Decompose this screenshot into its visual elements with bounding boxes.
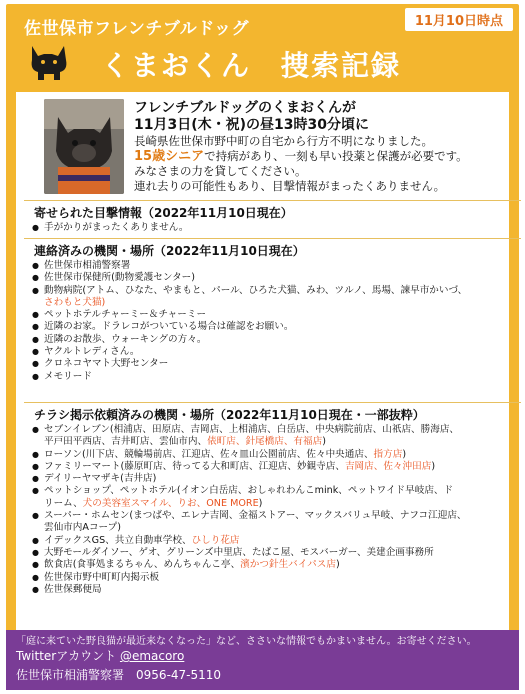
french-bulldog-icon: [26, 42, 74, 82]
list-item: ● 手がかりがまったくありません。: [30, 222, 188, 234]
list-item: ● 近隣のお家。ドラレコがついている場合は確認をお願い。: [30, 321, 467, 333]
divider: [24, 200, 521, 201]
date-badge: 11月10日時点: [405, 8, 513, 31]
intro-line-3: 長崎県佐世保市野中町の自宅から行方不明になりました。: [134, 134, 433, 148]
list-item: [30, 424, 467, 449]
list-item: ● 佐世保市相浦警察署: [30, 260, 467, 272]
clinic-list-highlight: さわもと犬猫): [44, 296, 106, 308]
list-item: ● 佐世保郵便局: [30, 584, 467, 596]
item-text: スーパー・ホムセン(まつばや、エレナ吉岡、金福ストアー、マックスバリュ早岐、ナフコ江迎店、: [44, 510, 467, 522]
item-highlight: 濱かつ針生バイパス店: [240, 559, 336, 571]
police-row: [16, 666, 221, 683]
item-text: ): [258, 497, 263, 509]
list-item: [30, 535, 467, 547]
contacted-heading: 連絡済みの機関・場所（2022年11月10日現在）: [34, 244, 305, 258]
police-phone[interactable]: 0956-47-5110: [136, 668, 222, 682]
clinic-list: 動物病院(アトム、ひなた、やまもと、パール、ひろた犬猫、みわ、ツルノ、馬場、諫早市かいづ、: [44, 284, 468, 296]
intro-line-4-rest: で持病があり、一刻も早い投薬と保護が必要です。: [204, 149, 468, 163]
item-text: ): [402, 448, 407, 460]
police-label: 佐世保市相浦警察署: [16, 668, 125, 682]
list-item: ● デイリーヤマザキ(吉井店): [30, 473, 467, 485]
list-item: [30, 285, 467, 310]
divider: [24, 402, 521, 403]
item-text: 雲仙市内Aコープ): [44, 522, 121, 534]
dog-photo: [44, 99, 124, 194]
age-highlight: 15歳シニア: [134, 149, 205, 164]
list-item: ● 佐世保市保健所(動物愛護センター): [30, 272, 467, 284]
list-item: [30, 559, 467, 571]
item-highlight: 俵町店、針尾橋店、有福店: [207, 436, 323, 448]
item-text: 平戸田平西店、吉井町店、雲仙市内、: [44, 436, 208, 448]
content-card: [16, 92, 509, 630]
flyers-list: [30, 424, 467, 596]
item-text: ): [431, 460, 436, 472]
item-highlight: 吉岡店、佐々沖田店: [344, 460, 432, 472]
intro-line-6: 連れ去りの可能性もあり、目撃情報がまったくありません。: [134, 179, 446, 193]
item-text: ): [322, 436, 326, 448]
city-label: 佐世保市フレンチブルドッグ: [24, 19, 250, 39]
intro-text: [134, 100, 468, 194]
list-item: [30, 449, 467, 461]
item-highlight: 犬の美容室スマイル、りお、ONE MORE: [82, 497, 259, 509]
list-item: [30, 485, 467, 510]
item-text: 飲食店(食事処まるちゃん、めんちゃんこ亭、: [44, 559, 241, 571]
list-item: ● 大野モールダイソー、ゲオ、グリーンズ中里店、たばこ屋、モスバーガー、美建企画事務所: [30, 547, 467, 559]
item-highlight: 指方店: [373, 448, 403, 460]
item-text: ローソン(川下店、競輪場前店、江迎店、佐々皿山公園前店、佐々中央通店、: [44, 448, 374, 460]
intro-line-5: みなさまの力を貸してください。: [134, 164, 307, 178]
list-item: ● クロネコヤマト大野センター: [30, 358, 467, 370]
item-text: リーム、: [44, 497, 83, 509]
flyers-heading: チラシ掲示依頼済みの機関・場所（2022年11月10日現在・一部抜粋）: [34, 408, 425, 422]
item-text: セブンイレブン(相浦店、田原店、吉岡店、上相浦店、白岳店、中央病院前店、山祇店、勝海店、: [44, 424, 460, 435]
header: [6, 4, 519, 90]
list-item: [30, 461, 467, 473]
divider: [24, 238, 521, 239]
poster: [6, 4, 519, 690]
footer: [6, 630, 519, 690]
item-text: イデックスGS、共立自動車学校、: [44, 534, 192, 546]
footer-note: 「庭に来ていた野良猫が最近来なくなった」など、ささいな情報でもかまいません。お寄せください。: [16, 636, 477, 647]
list-item: ● ヤクルトレディさん。: [30, 346, 467, 358]
item-highlight: ひしり花店: [191, 534, 240, 546]
list-item: [30, 510, 467, 535]
intro-line-1: フレンチブルドッグのくまおくんが: [134, 100, 356, 116]
intro-line-2: 11月3日(木・祝)の昼13時30分頃に: [134, 117, 369, 133]
page-title: くまおくん 捜索記録: [101, 49, 402, 82]
item-text: ペットショップ、ペットホテル(イオン白岳店、おしゃれわんこmink、ペットワイド早岐店、ド: [44, 485, 454, 497]
list-item: ● メモリード: [30, 371, 467, 383]
twitter-label: Twitterアカウント: [16, 649, 117, 663]
twitter-row: [16, 647, 184, 664]
list-item: ● ペットホテルチャーミー＆チャーミー: [30, 309, 467, 321]
contacted-list: [30, 260, 467, 383]
item-text: ファミリーマート(藤原町店、待ってる大和町店、江迎店、妙観寺店、: [44, 460, 345, 472]
item-text: ): [335, 559, 340, 571]
list-item: ● 近隣のお散歩、ウォーキングの方々。: [30, 334, 467, 346]
list-item: ● 佐世保市野中町町内掲示板: [30, 572, 467, 584]
twitter-link[interactable]: @emacoro: [119, 649, 185, 663]
intro-line-4: [134, 149, 468, 164]
sighting-list: [30, 222, 188, 234]
sighting-heading: 寄せられた目撃情報（2022年11月10日現在）: [34, 206, 293, 220]
